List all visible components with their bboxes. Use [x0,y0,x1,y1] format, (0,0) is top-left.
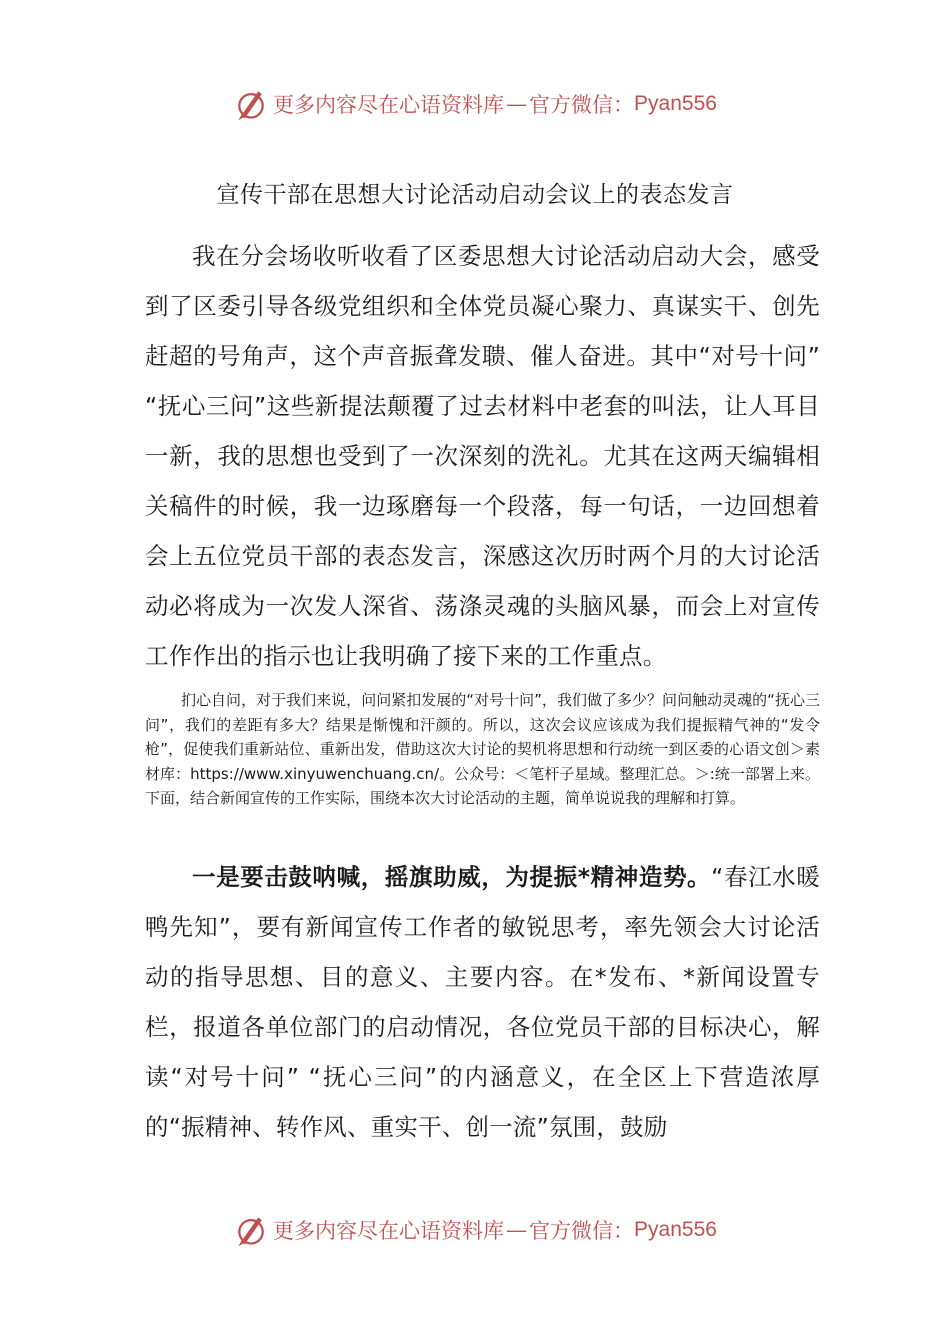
paragraph-3-lead: 一是要击鼓呐喊，摇旗助威，为提振*精神造势。 [192,863,712,891]
header-watermark [0,84,950,124]
pen-logo-icon [233,86,269,122]
pen-logo-icon [233,1212,269,1248]
wechat-id: Pyan556 [634,1218,717,1241]
paragraph-1: 我在分会场收听收看了区委思想大讨论活动启动大会，感受到了区委引导各级党组织和全体党员凝心聚力、真谋实干、创先赶超的号角声，这个声音振聋发聩、催人奋进。其中“对号十问” “抚心三问”这些新提法颠覆了过去材料中老套的叫法，让人耳目一新，我的思想也受到了一次深刻的洗礼。尤其在这两天编辑相关稿件的时候，我一边琢磨每一个段落，每一句话，一边回想着会上五位党员干部的表态发言，深感这次历时两个月的大讨论活动必将成为一次发人深省、荡涤灵魂的头脑风暴，而会上对宣传工作作出的指示也让我明确了接下来的工作重点。 [145,242,820,670]
wechat-prefix: 官方微信： [529,1219,635,1243]
wechat-prefix: 官方微信： [529,93,635,117]
paragraph-3-body: “春江水暖鸭先知”，要有新闻宣传工作者的敏锐思考，率先领会大讨论活动的指导思想、目的意义、主要内容。在*发布、*新闻设置专栏，报道各单位部门的启动情况，各位党员干部的目标决心，解读“对号十问” “抚心三问”的内涵意义，在全区上下营造浓厚的“振精神、转作风、重实干、创一流”氛围，鼓励 [145,863,820,1141]
watermark-text: 更多内容尽在心语资料库 [273,93,505,117]
document-title: 宣传干部在思想大讨论活动启动会议上的表态发言 [216,182,734,208]
paragraph-2: 扪心自问，对于我们来说，问问紧扣发展的“对号十问”，我们做了多少？问问触动灵魂的“抚心三问”，我们的差距有多大？结果是惭愧和汗颜的。所以，这次会议应该成为我们提振精气神的“发令枪”，促使我们重新站位、重新出发，借助这次大讨论的契机将思想和行动统一到区委的心语文创＞素材库：https://www.xinyuwenchuang.cn/。公众号：＜笔杆子星域。整理汇总。＞:统一部署上来。下面，结合新闻宣传的工作实际，围绕本次大讨论活动的主题，简单说说我的理解和打算。 [145,691,820,807]
watermark-text: 更多内容尽在心语资料库 [273,1219,505,1243]
paragraph-3 [145,852,820,1152]
watermark-dash: — [506,92,528,116]
wechat-id: Pyan556 [634,92,717,115]
watermark-dash: — [506,1218,528,1242]
footer-watermark [0,1210,950,1250]
